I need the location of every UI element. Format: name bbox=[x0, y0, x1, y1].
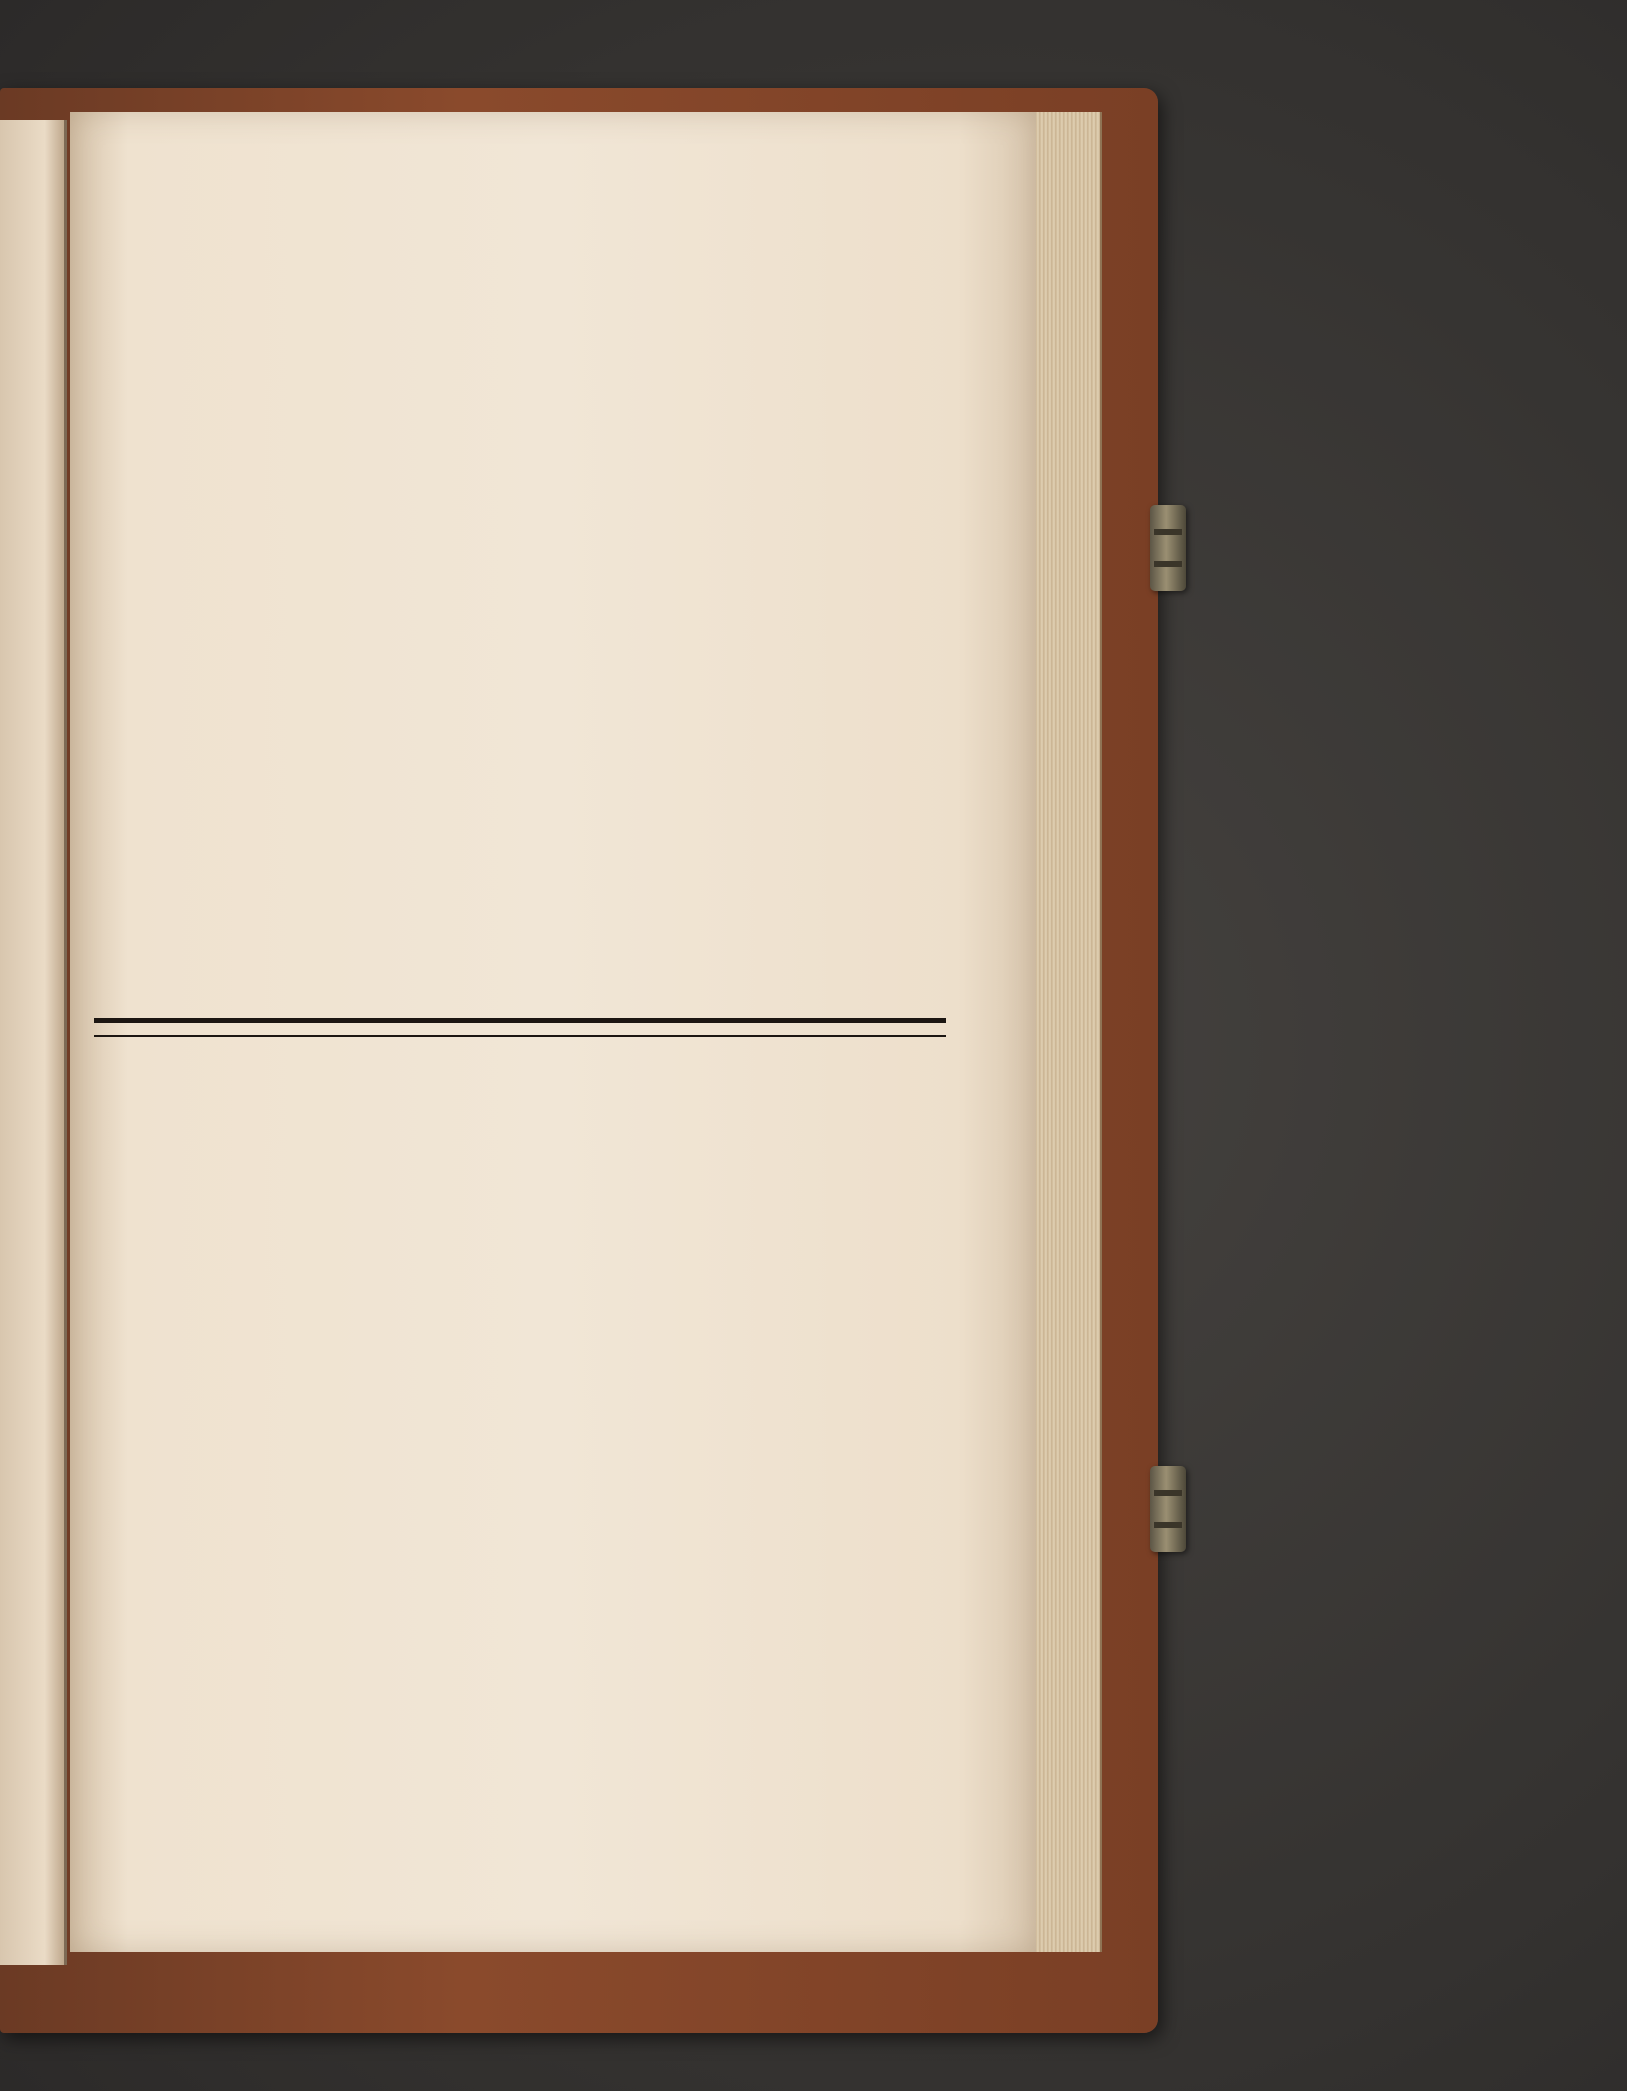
page-edges bbox=[1036, 112, 1102, 1952]
section-rule bbox=[94, 1018, 946, 1037]
drop-capital bbox=[108, 1310, 216, 1460]
lower-clasp-icon bbox=[1150, 1466, 1186, 1552]
upper-clasp-icon bbox=[1150, 505, 1186, 591]
left-page-edge bbox=[0, 120, 67, 1965]
